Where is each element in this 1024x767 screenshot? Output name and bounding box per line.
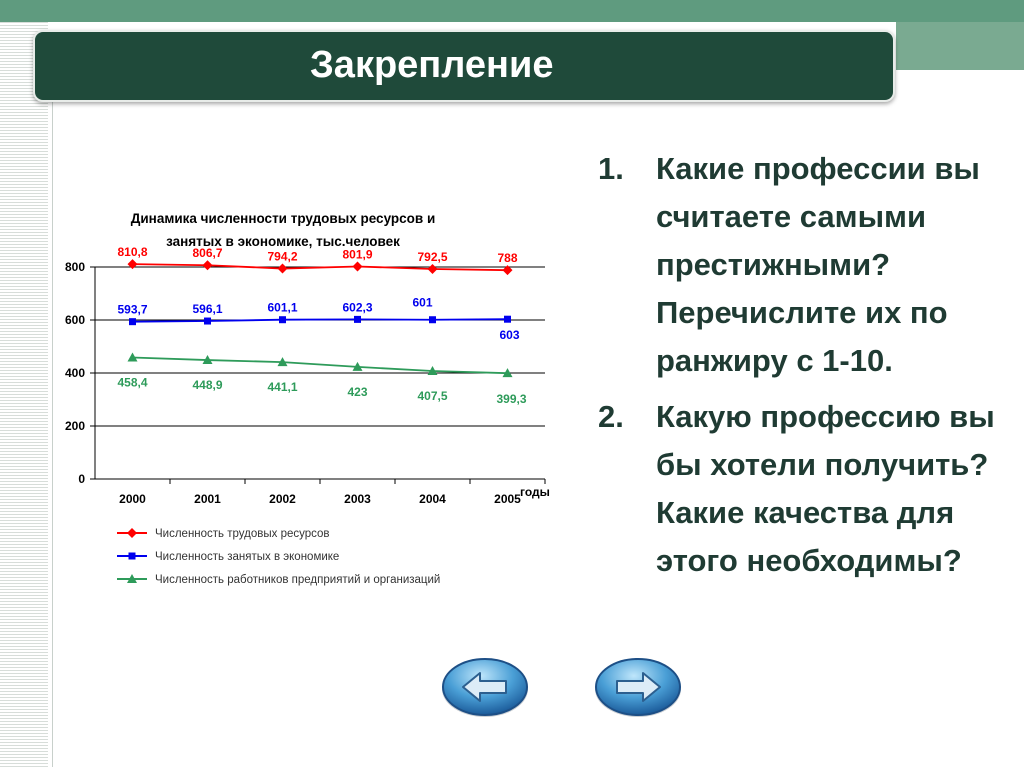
data-point	[203, 260, 213, 270]
question-number: 1.	[598, 151, 624, 186]
data-label: 596,1	[192, 302, 223, 317]
line-chart	[55, 195, 550, 615]
data-point	[504, 316, 511, 323]
data-point	[353, 261, 363, 271]
legend-label: Численность занятых в экономике	[155, 551, 340, 563]
data-label: 801,9	[342, 247, 373, 262]
data-label: 399,3	[496, 392, 527, 407]
x-tick-label: 2001	[194, 492, 221, 506]
data-label: 602,3	[342, 300, 373, 315]
plot-area	[65, 245, 545, 506]
data-label: 603	[499, 328, 520, 343]
data-label: 601,1	[267, 300, 298, 315]
data-point	[204, 318, 211, 325]
x-tick-label: 2004	[419, 492, 446, 506]
y-tick-label: 400	[64, 366, 85, 380]
legend-label: Численность работников предприятий и организаций	[155, 574, 441, 586]
data-label: 794,2	[267, 249, 298, 264]
data-point	[279, 316, 286, 323]
data-point	[354, 316, 361, 323]
question-list	[598, 145, 1008, 593]
data-label: 441,1	[267, 380, 298, 395]
x-tick-label: 2003	[344, 492, 371, 506]
data-label: 792,5	[417, 249, 448, 264]
x-tick-label: 2002	[269, 492, 296, 506]
y-tick-label: 200	[64, 419, 85, 433]
back-button[interactable]	[440, 656, 530, 718]
data-label: 593,7	[117, 302, 148, 317]
chart-title-line-2: занятых в экономике, тыс.человек	[166, 234, 400, 249]
legend-marker	[127, 528, 137, 538]
x-tick-label: 2005	[494, 492, 521, 506]
y-tick-label: 0	[78, 472, 85, 486]
question-number: 2.	[598, 399, 624, 434]
series-line	[133, 358, 508, 374]
data-label: 806,7	[192, 246, 223, 261]
data-label: 458,4	[117, 375, 148, 390]
left-divider	[52, 100, 53, 767]
y-tick-label: 800	[64, 260, 85, 274]
forward-button[interactable]	[593, 656, 683, 718]
y-tick-label: 600	[64, 313, 85, 327]
x-tick-label: 2000	[119, 492, 146, 506]
x-axis-label: годы	[520, 485, 550, 499]
question-text: Какие профессии вы считаете самыми престижными? Перечислите их по ранжиру с 1-10.	[656, 151, 980, 378]
left-stripes	[0, 22, 48, 767]
question-item	[598, 145, 1008, 385]
chart-title-line-1: Динамика численности трудовых ресурсов и	[130, 211, 436, 226]
data-point	[129, 318, 136, 325]
data-point	[429, 316, 436, 323]
data-point	[128, 259, 138, 269]
data-point	[278, 264, 288, 274]
question-item	[598, 393, 1008, 585]
data-label: 601	[412, 295, 433, 310]
question-text: Какую профессию вы бы хотели получить? Какие качества для этого необходимы?	[656, 399, 995, 578]
legend-marker	[129, 553, 136, 560]
data-label: 423	[347, 384, 368, 399]
right-band	[896, 22, 1024, 70]
legend-label: Численность трудовых ресурсов	[155, 528, 330, 540]
data-label: 810,8	[117, 245, 148, 260]
data-label: 407,5	[417, 389, 448, 404]
slide-title: Закрепление	[310, 44, 554, 86]
top-band	[0, 0, 1024, 22]
data-label: 448,9	[192, 378, 223, 393]
data-label: 788	[497, 251, 518, 266]
data-point	[428, 264, 438, 274]
chart-legend	[117, 528, 440, 586]
